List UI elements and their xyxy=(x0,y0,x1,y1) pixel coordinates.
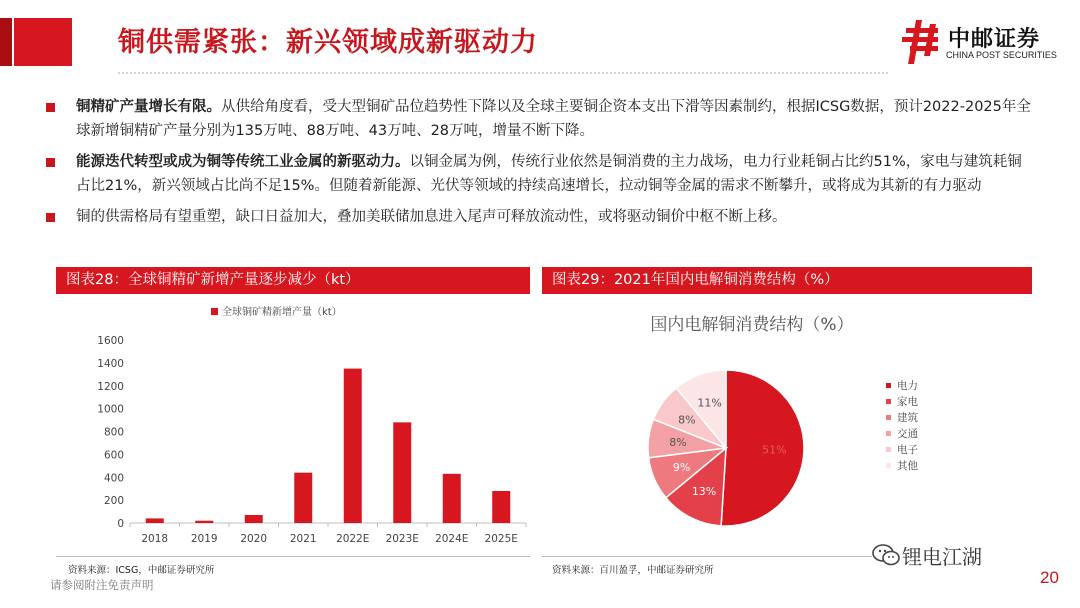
legend-swatch xyxy=(886,383,891,388)
legend-label: 交通 xyxy=(897,428,918,440)
legend-label: 家电 xyxy=(897,396,918,408)
bullet-item xyxy=(46,205,1036,229)
bar xyxy=(443,474,461,523)
bullet-square-icon xyxy=(46,158,55,167)
x-tick-label: 2019 xyxy=(190,533,218,545)
legend-swatch xyxy=(886,399,891,404)
bar-chart xyxy=(56,296,530,556)
y-tick-label: 800 xyxy=(103,426,124,439)
pie-value-label: 8% xyxy=(669,435,687,449)
pie-value-label: 13% xyxy=(691,485,717,499)
bullet-item xyxy=(46,95,1036,143)
legend-label: 电力 xyxy=(897,380,918,392)
header-accent-dark xyxy=(0,18,12,66)
legend-swatch xyxy=(886,463,891,468)
y-tick-label: 1200 xyxy=(97,380,124,393)
x-tick-label: 2025E xyxy=(484,533,518,545)
y-tick-label: 600 xyxy=(103,449,124,462)
bar xyxy=(245,515,263,523)
legend-label: 其他 xyxy=(897,460,918,472)
page-title: 铜供需紧张：新兴领域成新驱动力 xyxy=(118,27,538,58)
logo-subtext: CHINA POST SECURITIES xyxy=(946,50,1057,60)
wechat-icon xyxy=(872,543,900,567)
x-tick-label: 2021 xyxy=(289,533,317,545)
right-chart-source: 资料来源：百川盈孚，中邮证券研究所 xyxy=(552,565,714,576)
bullet-text: 从供给角度看，受大型铜矿品位趋势性下降以及全球主要铜企资本支出下滑等因素制约，根据ICSG数据，预计2022-2025年全球新增铜精矿产量分别为135万吨、88万吨、43万吨、28万吨，增量不断下降。 xyxy=(76,99,1031,139)
legend-swatch xyxy=(886,415,891,420)
page-number: 20 xyxy=(1040,568,1059,587)
x-tick-label: 2020 xyxy=(240,533,268,545)
pie-value-label: 51% xyxy=(762,443,787,457)
logo-mark-icon xyxy=(900,20,944,64)
y-tick-label: 400 xyxy=(103,472,124,485)
y-tick-label: 1000 xyxy=(97,403,124,416)
x-tick-label: 2022E xyxy=(336,533,370,545)
bullet-text: 以铜金属为例，传统行业依然是铜消费的主力战场，电力行业耗铜占比约51%，家电与建筑耗铜占比21%，新兴领域占比尚不足15%。但随着新能源、光伏等领域的持续高速增长，拉动铜等金属的需求不断攀升，或将成为其新的有力驱动 xyxy=(76,154,1022,194)
bar xyxy=(393,422,411,523)
left-chart-source: 资料来源：ICSG，中邮证券研究所 xyxy=(68,565,215,576)
bullet-text: 铜的供需格局有望重塑，缺口日益加大，叠加美联储加息进入尾声可释放流动性，或将驱动铜价中枢不断上移。 xyxy=(76,209,787,225)
logo-text: 中邮证券 xyxy=(948,27,1041,52)
bullet-lead: 铜精矿产量增长有限。 xyxy=(76,99,221,115)
pie-chart xyxy=(542,296,1032,556)
y-tick-label: 200 xyxy=(103,495,124,508)
y-tick-label: 1600 xyxy=(97,335,124,347)
legend-label: 电子 xyxy=(897,444,918,456)
legend-label: 全球铜矿精新增产量（kt） xyxy=(222,307,342,318)
bar xyxy=(294,473,312,523)
left-chart-divider xyxy=(56,556,530,557)
y-tick-label: 1400 xyxy=(97,357,124,370)
bullet-lead: 能源迭代转型或成为铜等传统工业金属的新驱动力。 xyxy=(76,154,410,170)
y-tick-label: 0 xyxy=(117,518,124,530)
right-chart-header: 图表29：2021年国内电解铜消费结构（%） xyxy=(542,267,1032,294)
legend-label: 建筑 xyxy=(897,412,918,424)
bar xyxy=(344,369,362,523)
bar xyxy=(492,491,510,523)
bullet-item xyxy=(46,150,1036,198)
company-logo xyxy=(900,18,1070,68)
bar xyxy=(195,521,213,523)
legend-swatch xyxy=(886,447,891,452)
left-chart-header: 图表28：全球铜精矿新增产量逐步减少（kt） xyxy=(56,267,530,294)
right-chart-divider xyxy=(542,556,872,557)
pie-value-label: 8% xyxy=(678,413,696,427)
x-tick-label: 2024E xyxy=(435,533,469,545)
x-tick-label: 2023E xyxy=(385,533,419,545)
bullet-list xyxy=(46,95,1036,236)
legend-swatch xyxy=(211,308,218,315)
legend-swatch xyxy=(886,431,891,436)
bar xyxy=(146,518,164,523)
bullet-square-icon xyxy=(46,103,55,112)
pie-title: 国内电解铜消费结构（%） xyxy=(650,315,854,335)
pie-value-label: 9% xyxy=(672,461,691,475)
header-divider xyxy=(118,72,888,74)
header-accent-red xyxy=(14,18,72,66)
pie-value-label: 11% xyxy=(697,396,722,410)
watermark-text: 锂电江湖 xyxy=(902,545,982,569)
x-tick-label: 2018 xyxy=(141,533,169,545)
disclaimer: 请参阅附注免责声明 xyxy=(50,578,154,592)
bullet-square-icon xyxy=(46,213,55,222)
